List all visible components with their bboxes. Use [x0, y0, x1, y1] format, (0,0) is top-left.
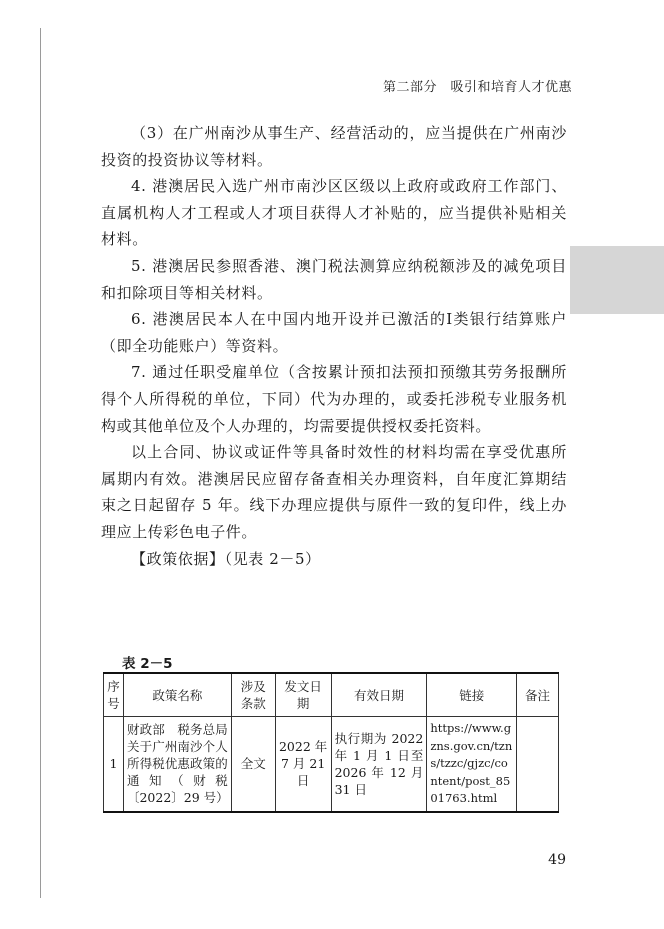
col-header-no: 序号 [104, 673, 124, 717]
cell-clause: 全文 [231, 717, 275, 812]
col-header-valid: 有效日期 [331, 673, 427, 717]
paragraph-6-bank-account: 6. 港澳居民本人在中国内地开设并已激活的Ⅰ类银行结算账户（即全功能账户）等资料。 [101, 310, 567, 355]
col-header-name: 政策名称 [123, 673, 231, 717]
cell-date: 2022 年 7 月 21 日 [275, 717, 331, 812]
paragraph-5-tax-deduction: 5. 港澳居民参照香港、澳门税法测算应纳税额涉及的减免项目和扣除项目等相关材料。 [101, 256, 567, 302]
table-header-row [104, 673, 559, 717]
paragraph-4-talent-subsidy: 4. 港澳居民入选广州市南沙区区级以上政府或政府工作部门、直属机构人才工程或人才项目获得人才补贴的，应当提供补贴相关材料。 [101, 177, 567, 249]
cell-link[interactable]: https://www.gzns.gov.cn/tzns/tzzc/gjzc/content/post_8501763.html [427, 717, 517, 812]
paragraph-retention: 以上合同、协议或证件等具备时效性的材料均需在享受优惠所属期内有效。港澳居民应留存备查相关办理资料，自年度汇算期结束之日起留存 5 年。线下办理应提供与原件一致的复印件，线上办理应上传彩色电子件。 [101, 443, 567, 541]
cell-no: 1 [104, 717, 124, 812]
col-header-link: 链接 [427, 673, 517, 717]
page-number: 49 [548, 852, 566, 868]
col-header-clause: 涉及条款 [231, 673, 275, 717]
paragraph-3-investment: （3）在广州南沙从事生产、经营活动的，应当提供在广州南沙投资的投资协议等材料。 [101, 124, 567, 169]
col-header-note: 备注 [517, 673, 559, 717]
col-header-date: 发文日期 [275, 673, 331, 717]
frame-line-left [40, 28, 41, 898]
body-text [101, 120, 567, 572]
policy-table [103, 672, 559, 813]
cell-name: 财政部 税务总局关于广州南沙个人所得税优惠政策的通知（财税〔2022〕29 号） [123, 717, 231, 812]
table-row [104, 717, 559, 812]
cell-valid: 执行期为 2022 年 1 月 1 日至 2026 年 12 月 31 日 [331, 717, 427, 812]
policy-basis-heading: 【政策依据】（见表 2－5） [131, 549, 321, 568]
paragraph-7-authorization: 7. 通过任职受雇单位（含按累计预扣法预扣预缴其劳务报酬所得个人所得税的单位，下同）代为办理的，或委托涉税专业服务机构或其他单位及个人办理的，均需要提供授权委托资料。 [101, 363, 567, 435]
running-header: 第二部分 吸引和培育人才优惠 [382, 80, 572, 95]
table-caption: 表 2－5 [122, 656, 173, 672]
cell-note [517, 717, 559, 812]
section-tab-marker [570, 246, 664, 314]
